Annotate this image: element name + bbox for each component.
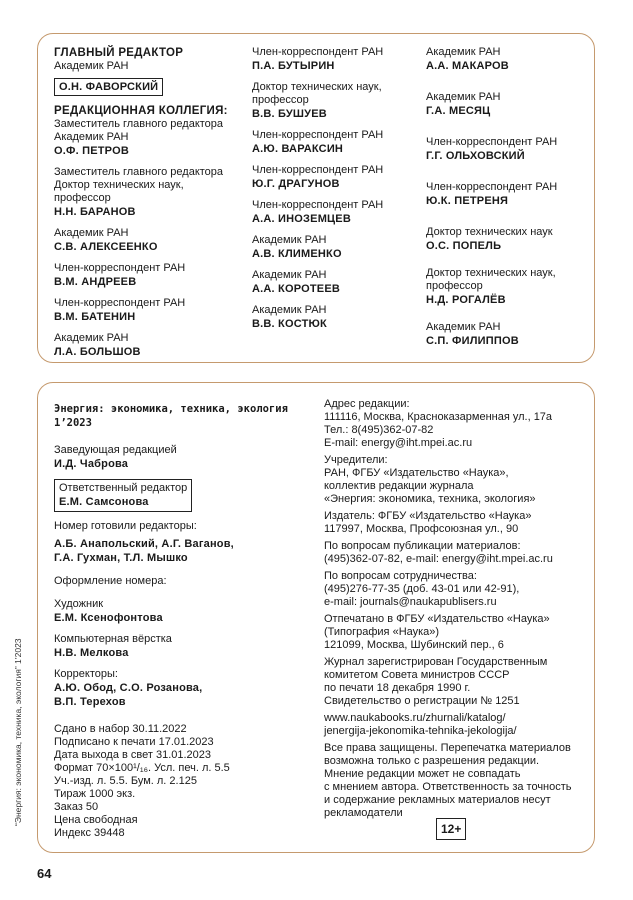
member-title: Академик РАН bbox=[426, 46, 501, 58]
member-title: профессор bbox=[252, 94, 309, 106]
print-info: Цена свободная bbox=[54, 814, 138, 826]
member-name: В.М. БАТЕНИН bbox=[54, 311, 136, 323]
member-name: В.В. КОСТЮК bbox=[252, 318, 327, 330]
member-title: Член-корреспондент РАН bbox=[252, 164, 384, 176]
member-title: Академик РАН bbox=[54, 332, 129, 344]
print-info: Индекс 39448 bbox=[54, 827, 125, 839]
publication-line: По вопросам публикации материалов: bbox=[324, 540, 521, 552]
chief-editor-name: О.Н. ФАВОРСКИЙ bbox=[54, 78, 163, 96]
member-name: П.А. БУТЫРИН bbox=[252, 60, 335, 72]
print-info: Подписано к печати 17.01.2023 bbox=[54, 736, 214, 748]
member-title: Академик РАН bbox=[252, 234, 327, 246]
member-name: Г.Г. ОЛЬХОВСКИЙ bbox=[426, 150, 525, 162]
chief-editor-title: Академик РАН bbox=[54, 60, 129, 72]
member-title: Доктор технических наук bbox=[426, 226, 553, 238]
member-title: Академик РАН bbox=[426, 91, 501, 103]
artist-name: Е.М. Ксенофонтова bbox=[54, 612, 163, 624]
member-title: Академик РАН bbox=[252, 269, 327, 281]
member-title: Член-корреспондент РАН bbox=[54, 262, 186, 274]
print-info: Формат 70×100¹/₁₆. Усл. печ. л. 5.5 bbox=[54, 762, 230, 774]
founders-line: РАН, ФГБУ «Издательство «Наука», bbox=[324, 467, 509, 479]
print-info: Заказ 50 bbox=[54, 801, 99, 813]
member-name: А.Ю. ВАРАКСИН bbox=[252, 143, 344, 155]
member-name: А.А. ИНОЗЕМЦЕВ bbox=[252, 213, 351, 225]
chief-editor-heading: ГЛАВНЫЙ РЕДАКТОР bbox=[54, 47, 184, 59]
issue-number: 1’2023 bbox=[54, 417, 92, 429]
member-name: Ю.Г. ДРАГУНОВ bbox=[252, 178, 340, 190]
rights-line: возможна только с разрешения редакции. bbox=[324, 755, 540, 767]
registration-line: комитетом Совета министров СССР bbox=[324, 669, 510, 681]
member-title: Академик РАН bbox=[252, 304, 327, 316]
founders-line: коллектив редакции журнала bbox=[324, 480, 474, 492]
layout-label: Компьютерная вёрстка bbox=[54, 633, 172, 645]
member-title: Заместитель главного редактора bbox=[54, 118, 224, 130]
member-title: Заместитель главного редактора bbox=[54, 166, 224, 178]
artist-label: Художник bbox=[54, 598, 104, 610]
address-line: Адрес редакции: bbox=[324, 398, 410, 410]
layout-name: Н.В. Мелкова bbox=[54, 647, 129, 659]
member-title: Член-корреспондент РАН bbox=[426, 136, 558, 148]
member-name: С.П. ФИЛИППОВ bbox=[426, 335, 519, 347]
printed-line: (Типография «Наука») bbox=[324, 626, 440, 638]
printed-line: 121099, Москва, Шубинский пер., 6 bbox=[324, 639, 504, 651]
rights-line: Мнение редакции может не совпадать bbox=[324, 768, 521, 780]
head-name: И.Д. Чаброва bbox=[54, 458, 129, 470]
member-title: Доктор технических наук, bbox=[54, 179, 184, 191]
age-rating-badge: 12+ bbox=[436, 818, 466, 840]
side-running-title: “Энергия: экономика, техника, экология” 1’2023 bbox=[13, 638, 23, 826]
member-name: А.В. КЛИМЕНКО bbox=[252, 248, 342, 260]
proofreaders: А.Ю. Обод, С.О. Розанова, bbox=[54, 682, 203, 694]
publisher-line: 117997, Москва, Профсоюзная ул., 90 bbox=[324, 523, 519, 535]
address-line: Тел.: 8(495)362-07-82 bbox=[324, 424, 434, 436]
board-column-3 bbox=[426, 46, 557, 348]
member-name: В.М. АНДРЕЕВ bbox=[54, 276, 137, 288]
print-info: Тираж 1000 экз. bbox=[54, 788, 136, 800]
website-url: www.naukabooks.ru/zhurnali/katalog/ bbox=[324, 712, 506, 724]
prepared-editors: Г.А. Гухман, Т.Л. Мышко bbox=[54, 552, 188, 564]
registration-line: по печати 18 декабря 1990 г. bbox=[324, 682, 471, 694]
member-title: Академик РАН bbox=[426, 321, 501, 333]
journal-title: Энергия: экономика, техника, экология bbox=[54, 403, 288, 415]
publication-line: (495)362-07-82, e-mail: energy@iht.mpei.ac.ru bbox=[324, 553, 553, 565]
board-column-2 bbox=[252, 46, 383, 331]
member-name: В.В. БУШУЕВ bbox=[252, 108, 327, 120]
registration-line: Свидетельство о регистрации № 1251 bbox=[324, 695, 520, 707]
member-title: Член-корреспондент РАН bbox=[252, 129, 384, 141]
print-info: Дата выхода в свет 31.01.2023 bbox=[54, 749, 212, 761]
cooperation-line: e-mail: journals@naukapublisers.ru bbox=[324, 596, 497, 608]
member-title: Доктор технических наук, bbox=[426, 267, 556, 279]
page-number: 64 bbox=[37, 866, 52, 881]
member-title: Член-корреспондент РАН bbox=[54, 297, 186, 309]
cooperation-line: По вопросам сотрудничества: bbox=[324, 570, 477, 582]
head-label: Заведующая редакцией bbox=[54, 444, 177, 456]
member-title: Академик РАН bbox=[54, 131, 129, 143]
prepared-editors: А.Б. Анапольский, А.Г. Ваганов, bbox=[54, 538, 234, 550]
cooperation-line: (495)276-77-35 (доб. 43-01 или 42-91), bbox=[324, 583, 520, 595]
address-line: 111116, Москва, Красноказарменная ул., 17а bbox=[324, 411, 553, 423]
imprint-left-column bbox=[54, 402, 288, 840]
member-name: Н.Н. БАРАНОВ bbox=[54, 206, 136, 218]
member-title: Доктор технических наук, bbox=[252, 81, 382, 93]
responsible-editor-frame bbox=[54, 479, 192, 512]
member-name: А.А. МАКАРОВ bbox=[426, 60, 509, 72]
design-label: Оформление номера: bbox=[54, 575, 167, 587]
member-title: Член-корреспондент РАН bbox=[426, 181, 558, 193]
imprint-right-column bbox=[324, 398, 572, 820]
member-title: Академик РАН bbox=[54, 227, 129, 239]
website-url: jenergija-jekonomika-tehnika-jekologija/ bbox=[324, 725, 517, 737]
member-name: О.С. ПОПЕЛЬ bbox=[426, 240, 502, 252]
publisher-line: Издатель: ФГБУ «Издательство «Наука» bbox=[324, 510, 532, 522]
print-info: Сдано в набор 30.11.2022 bbox=[54, 723, 187, 735]
member-name: Н.Д. РОГАЛЁВ bbox=[426, 294, 506, 306]
proofreaders-label: Корректоры: bbox=[54, 668, 118, 680]
responsible-editor-label: Ответственный редактор bbox=[59, 482, 188, 494]
address-line: E-mail: energy@iht.mpei.ac.ru bbox=[324, 437, 473, 449]
proofreaders: В.П. Терехов bbox=[54, 696, 126, 708]
member-name: Л.А. БОЛЬШОВ bbox=[54, 346, 141, 358]
member-name: А.А. КОРОТЕЕВ bbox=[252, 283, 341, 295]
founders-line: Учредители: bbox=[324, 454, 388, 466]
rights-line: рекламодатели bbox=[324, 807, 403, 819]
prepared-label: Номер готовили редакторы: bbox=[54, 520, 197, 532]
responsible-editor-name: Е.М. Самсонова bbox=[59, 496, 149, 508]
founders-line: «Энергия: экономика, техника, экология» bbox=[324, 493, 536, 505]
rights-line: Все права защищены. Перепечатка материалов bbox=[324, 742, 571, 754]
member-name: Ю.К. ПЕТРЕНЯ bbox=[426, 195, 509, 207]
editorial-board-heading: РЕДАКЦИОННАЯ КОЛЛЕГИЯ: bbox=[54, 105, 228, 117]
board-column-1 bbox=[54, 46, 228, 359]
registration-line: Журнал зарегистрирован Государственным bbox=[324, 656, 548, 668]
member-name: Г.А. МЕСЯЦ bbox=[426, 105, 491, 117]
member-name: С.В. АЛЕКСЕЕНКО bbox=[54, 241, 158, 253]
member-name: О.Ф. ПЕТРОВ bbox=[54, 145, 129, 157]
rights-line: с мнением автора. Ответственность за точность bbox=[324, 781, 572, 793]
member-title: Член-корреспондент РАН bbox=[252, 46, 384, 58]
printed-line: Отпечатано в ФГБУ «Издательство «Наука» bbox=[324, 613, 550, 625]
member-title: профессор bbox=[426, 280, 483, 292]
member-title: Член-корреспондент РАН bbox=[252, 199, 384, 211]
print-info: Уч.-изд. л. 5.5. Бум. л. 2.125 bbox=[54, 775, 197, 787]
member-title: профессор bbox=[54, 192, 111, 204]
rights-line: и содержание рекламных материалов несут bbox=[324, 794, 551, 806]
